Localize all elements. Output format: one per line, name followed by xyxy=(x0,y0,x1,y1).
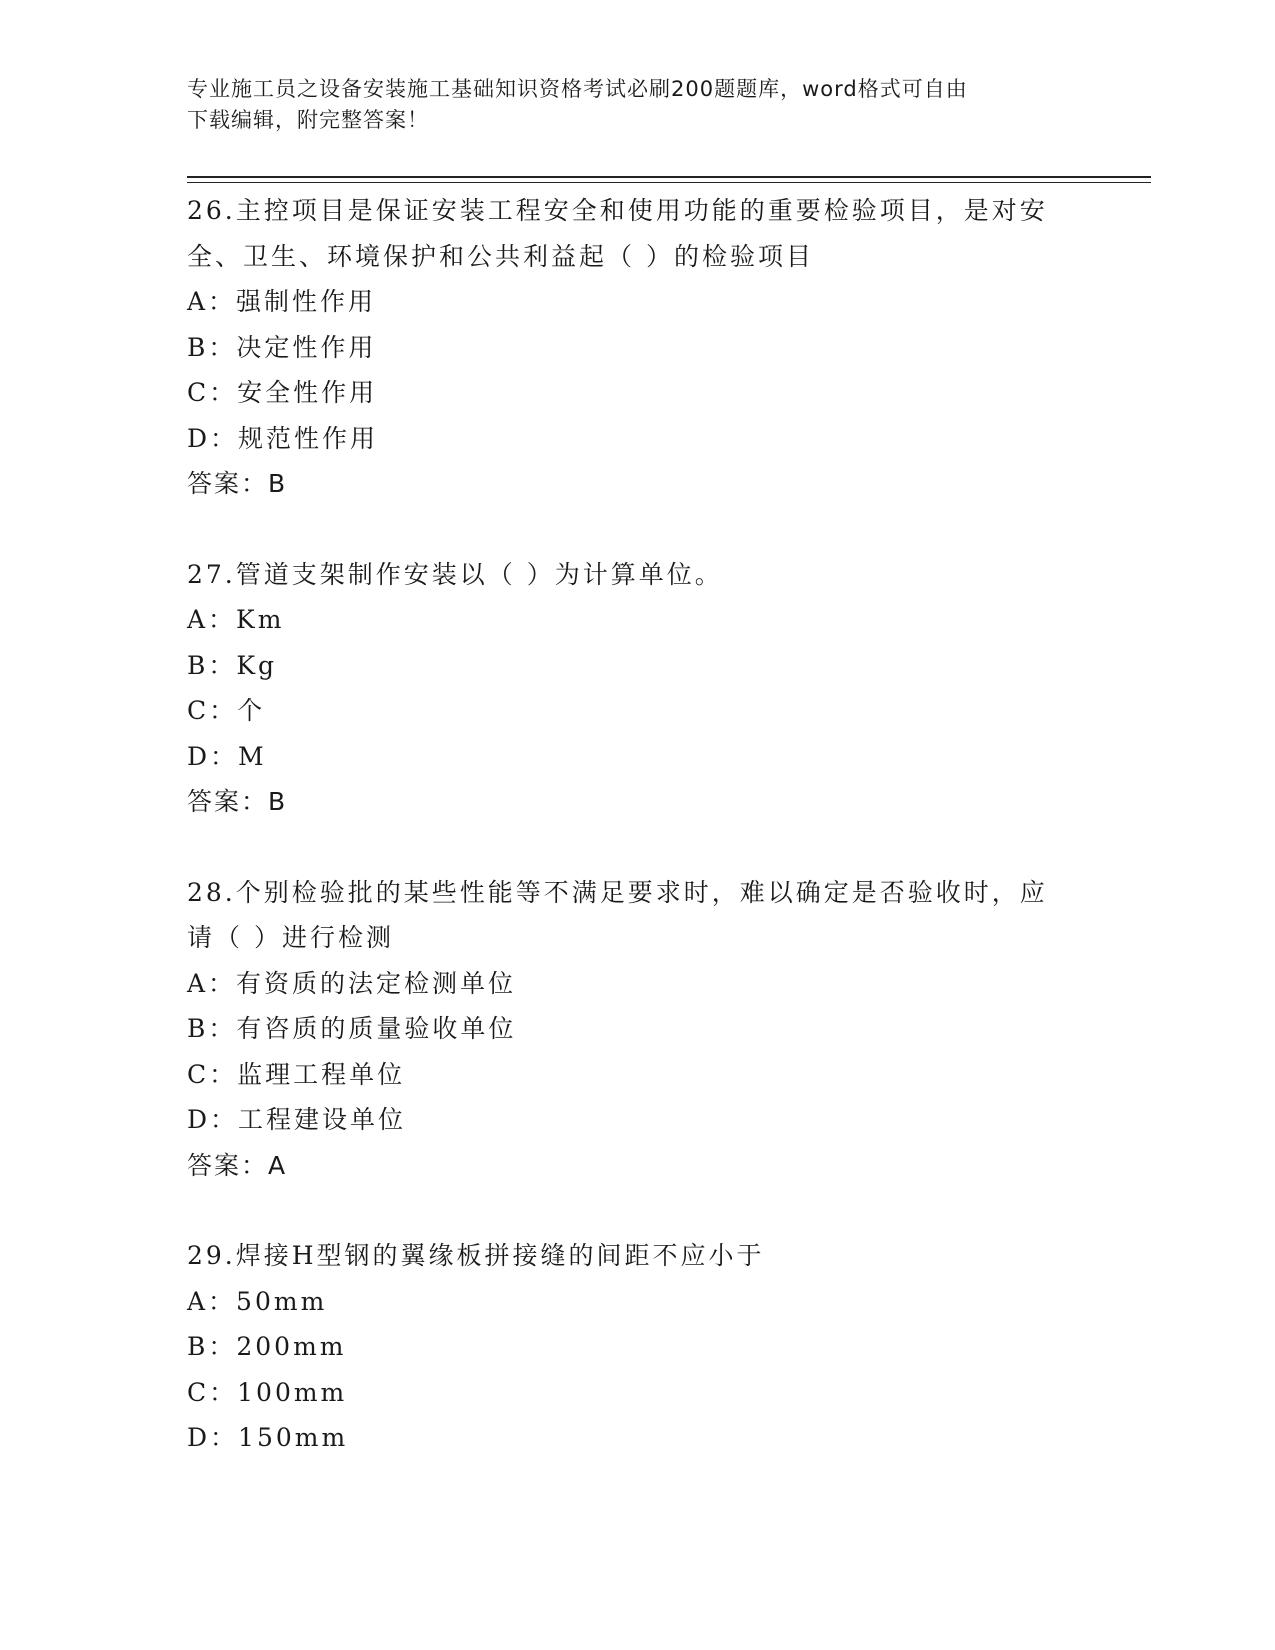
answer: 答案：B xyxy=(187,787,288,816)
option-c: C：安全性作用 xyxy=(187,378,378,407)
spacer xyxy=(187,507,1077,552)
document-header xyxy=(187,74,1067,136)
header-divider-thick xyxy=(187,176,1151,178)
option-b: B：决定性作用 xyxy=(187,332,377,362)
option-b: B：有咨质的质量验收单位 xyxy=(187,1014,517,1043)
option-a: A：强制性作用 xyxy=(187,287,377,316)
option-d: D：工程建设单位 xyxy=(187,1105,407,1134)
question-text-line: 请（ ）进行检测 xyxy=(187,923,394,952)
question-text-line: 26.主控项目是保证安装工程安全和使用功能的重要检验项目，是对安 xyxy=(187,196,1048,225)
option-c: C：个 xyxy=(187,696,266,725)
option-a: A：Km xyxy=(187,605,285,634)
header-line-2: 下载编辑，附完整答案！ xyxy=(187,108,429,132)
answer: 答案：A xyxy=(187,1150,288,1180)
question-27 xyxy=(187,552,1077,825)
option-d: D：150mm xyxy=(187,1423,349,1452)
question-text-line: 全、卫生、环境保护和公共利益起（ ）的检验项目 xyxy=(187,241,814,271)
question-text-line: 28.个别检验批的某些性能等不满足要求时，难以确定是否验收时，应 xyxy=(187,877,1048,907)
option-b: B：Kg xyxy=(187,650,278,680)
option-d: D：规范性作用 xyxy=(187,423,379,453)
header-line-1: 专业施工员之设备安装施工基础知识资格考试必刷200题题库，word格式可自由 xyxy=(187,77,968,101)
spacer xyxy=(187,1188,1077,1233)
option-c: C：监理工程单位 xyxy=(187,1059,406,1089)
question-list xyxy=(187,188,1077,1461)
question-28 xyxy=(187,870,1077,1189)
option-d: D：M xyxy=(187,741,267,771)
header-divider-thin xyxy=(187,182,1151,183)
option-a: A：50mm xyxy=(187,1286,328,1316)
question-text-line: 29.焊接H型钢的翼缘板拼接缝的间距不应小于 xyxy=(187,1241,765,1270)
option-c: C：100mm xyxy=(187,1377,348,1407)
spacer xyxy=(187,825,1077,870)
question-text-line: 27.管道支架制作安装以（ ）为计算单位。 xyxy=(187,559,723,589)
question-26 xyxy=(187,188,1077,507)
answer: 答案：B xyxy=(187,469,288,498)
option-b: B：200mm xyxy=(187,1332,347,1361)
question-29 xyxy=(187,1233,1077,1461)
option-a: A：有资质的法定检测单位 xyxy=(187,968,517,998)
